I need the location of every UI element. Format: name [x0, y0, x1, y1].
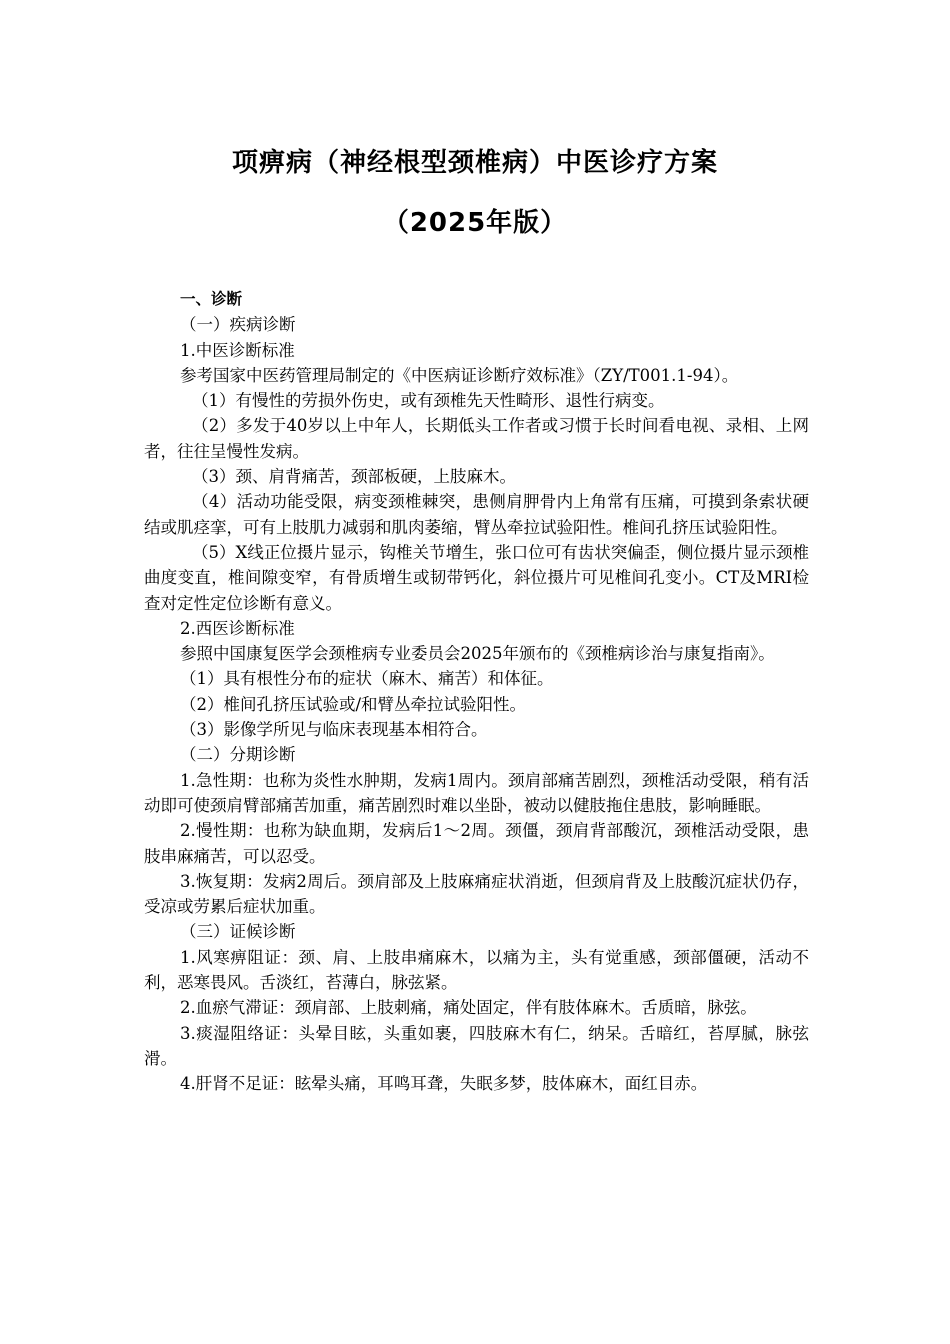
paragraph: 2.血瘀气滞证：颈肩部、上肢刺痛，痛处固定，伴有肢体麻木。舌质暗，脉弦。: [180, 998, 757, 1018]
paragraph: （一）疾病诊断: [180, 315, 296, 335]
paragraph: 2.西医诊断标准: [180, 618, 295, 638]
paragraph: 4.肝肾不足证：眩晕头痛，耳鸣耳聋，失眠多梦，肢体麻木，面红目赤。: [180, 1074, 708, 1094]
paragraph: （2）多发于40岁以上中年人，长期低头工作者或习惯于长时间看电视、录相、上网者，往往呈慢性发病。: [144, 416, 809, 461]
paragraph: 参照中国康复医学会颈椎病专业委员会2025年颁布的《颈椎病诊治与康复指南》。: [180, 644, 775, 664]
paragraph: （3）颈、肩背痛苦，颈部板硬，上肢麻木。: [192, 467, 516, 487]
paragraph: 参考国家中医药管理局制定的《中医病证诊断疗效标准》（ZY/T001.1-94）。: [180, 365, 739, 385]
document-edition: （2025年版）: [382, 208, 568, 238]
section-heading: 一、诊断: [180, 290, 243, 308]
paragraph: 3.痰湿阻络证：头晕目眩，头重如裹，四肢麻木有仁，纳呆。舌暗红，苔厚腻，脉弦滑。: [144, 1023, 809, 1068]
paragraph: （1）具有根性分布的症状（麻木、痛苦）和体征。: [180, 669, 554, 689]
document-body: [144, 287, 809, 1097]
paragraph: （5）X线正位摄片显示，钩椎关节增生，张口位可有齿状突偏歪，侧位摄片显示颈椎曲度变直，椎间隙变窄，有骨质增生或韧带钙化，斜位摄片可见椎间孔变小。CT及MRI检查对定性定位诊断有意义。: [144, 542, 809, 613]
paragraph: 1.急性期：也称为炎性水肿期，发病1周内。颈肩部痛苦剧烈，颈椎活动受限，稍有活动即可使颈肩臂部痛苦加重，痛苦剧烈时难以坐卧，被动以健肢拖住患肢，影响睡眠。: [144, 770, 809, 815]
document-title: 项痹病（神经根型颈椎病）中医诊疗方案: [231, 148, 718, 178]
paragraph: （2）椎间孔挤压试验或/和臂丛牵拉试验阳性。: [180, 694, 527, 714]
paragraph: （3）影像学所见与临床表现基本相符合。: [180, 720, 488, 740]
paragraph: 2.慢性期：也称为缺血期，发病后1～2周。颈僵，颈肩背部酸沉，颈椎活动受限，患肢串麻痛苦，可以忍受。: [144, 821, 809, 866]
paragraph: 3.恢复期：发病2周后。颈肩部及上肢麻痛症状消逝，但颈肩背及上肢酸沉症状仍存，受凉或劳累后症状加重。: [144, 871, 809, 917]
paragraph: 1.中医诊断标准: [180, 340, 295, 360]
paragraph: （三）证候诊断: [180, 922, 296, 942]
paragraph: （二）分期诊断: [180, 745, 296, 765]
paragraph: （1）有慢性的劳损外伤史，或有颈椎先天性畸形、退性行病变。: [192, 391, 665, 411]
paragraph: 1.风寒痹阻证：颈、肩、上肢串痛麻木，以痛为主，头有觉重感，颈部僵硬，活动不利，恶寒畏风。舌淡红，苔薄白，脉弦紧。: [144, 947, 809, 993]
paragraph: （4）活动功能受限，病变颈椎棘突，患侧肩胛骨内上角常有压痛，可摸到条索状硬结或肌痉挛，可有上肢肌力减弱和肌肉萎缩，臂丛牵拉试验阳性。椎间孔挤压试验阳性。: [144, 492, 809, 537]
